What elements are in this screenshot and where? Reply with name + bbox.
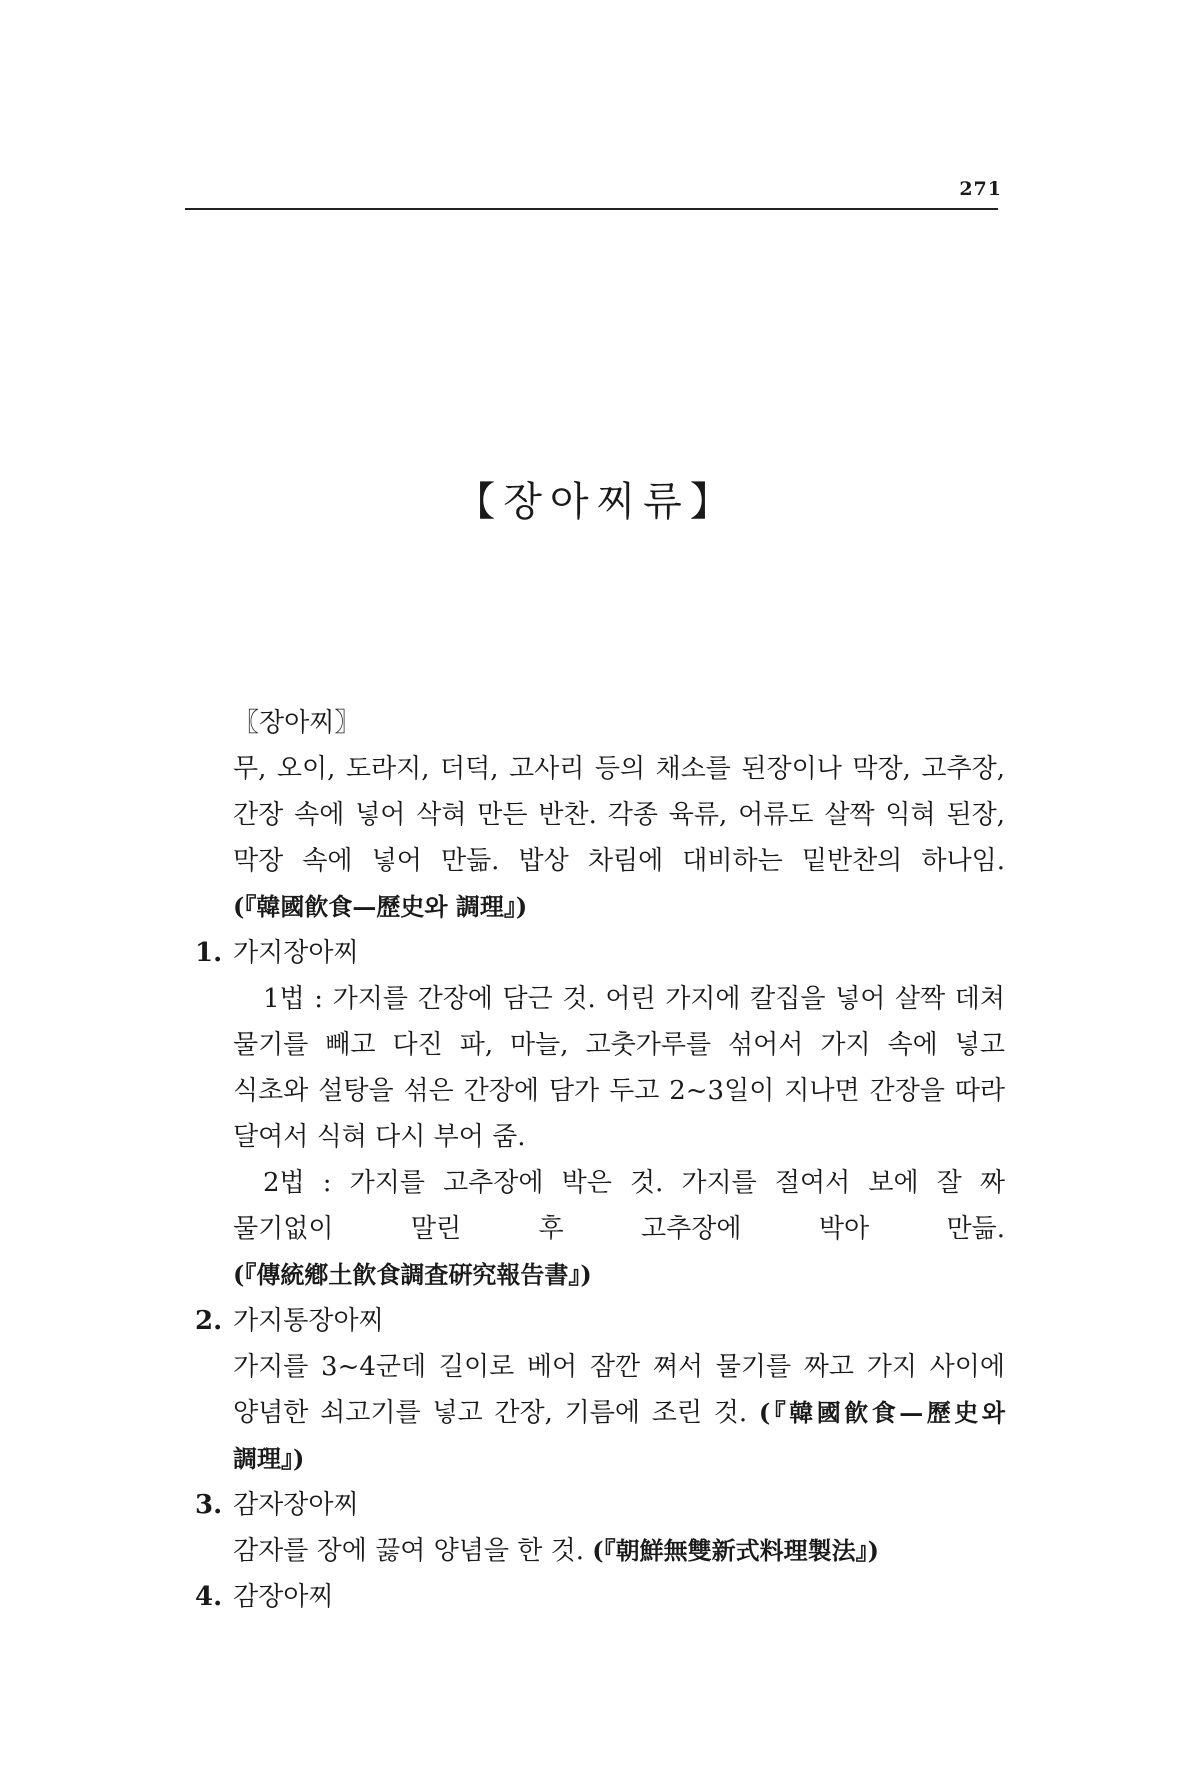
source-citation: (『韓國飮食—歷史와 調理』) bbox=[233, 892, 528, 921]
recipe-paragraph bbox=[233, 1344, 1005, 1482]
item-heading bbox=[195, 1298, 1005, 1344]
item-heading bbox=[195, 930, 1005, 976]
item-title: 감자장아찌 bbox=[233, 1490, 359, 1520]
header-rule bbox=[185, 208, 998, 210]
body-text bbox=[195, 700, 1005, 1620]
entry-definition-text: 무, 오이, 도라지, 더덕, 고사리 등의 채소를 된장이나 막장, 고추장, 간장 속에 넣어 삭혀 만든 반찬. 각종 육류, 어류도 살짝 익혀 된장, 막장 속에 넣어 만듦. 밥상 차림에 대비하는 밑반찬의 하나임. bbox=[233, 754, 1005, 876]
recipe-text: 2법 : 가지를 고추장에 박은 것. 가지를 절여서 보에 잘 짜 물기없이 말린 후 고추장에 박아 만듦. bbox=[233, 1168, 1005, 1244]
page-number: 271 bbox=[959, 178, 1002, 200]
recipe-text: 가지를 3~4군데 길이로 베어 잠깐 쪄서 물기를 짜고 가지 사이에 양념한 쇠고기를 넣고 간장, 기름에 조린 것. bbox=[233, 1352, 1005, 1428]
item-number: 1. bbox=[195, 938, 223, 968]
item-number: 4. bbox=[195, 1582, 223, 1612]
entry-definition bbox=[233, 746, 1005, 930]
source-citation: (『傳統鄕土飮食調査硏究報告書』) bbox=[233, 1260, 592, 1289]
item-title: 가지통장아찌 bbox=[233, 1306, 384, 1336]
item-title: 가지장아찌 bbox=[233, 938, 359, 968]
item-heading bbox=[195, 1574, 1005, 1620]
section-title: 【장아찌류】 bbox=[455, 479, 738, 525]
item-number: 3. bbox=[195, 1490, 223, 1520]
source-citation: (『朝鮮無雙新式料理製法』) bbox=[592, 1536, 879, 1565]
item-title: 감장아찌 bbox=[233, 1582, 334, 1612]
recipe-text: 감자를 장에 끓여 양념을 한 것. bbox=[233, 1536, 593, 1566]
item-number: 2. bbox=[195, 1306, 223, 1336]
item-heading bbox=[195, 1482, 1005, 1528]
source-citation: (『韓國飮食—歷史와 調理』) bbox=[233, 1398, 1005, 1473]
recipe-text: 1법 : 가지를 간장에 담근 것. 어린 가지에 칼집을 넣어 살짝 데쳐 물기를 빼고 다진 파, 마늘, 고춧가루를 섞어서 가지 속에 넣고 식초와 설탕을 섞은 간장에 담가 두고 2~3일이 지나면 간장을 따라 달여서 식혀 다시 부어 줌. bbox=[233, 984, 1005, 1152]
recipe-paragraph bbox=[233, 976, 1005, 1160]
recipe-paragraph bbox=[233, 1528, 1005, 1574]
entry-heading: 〖장아찌〗 bbox=[233, 708, 361, 738]
recipe-paragraph bbox=[233, 1160, 1005, 1298]
